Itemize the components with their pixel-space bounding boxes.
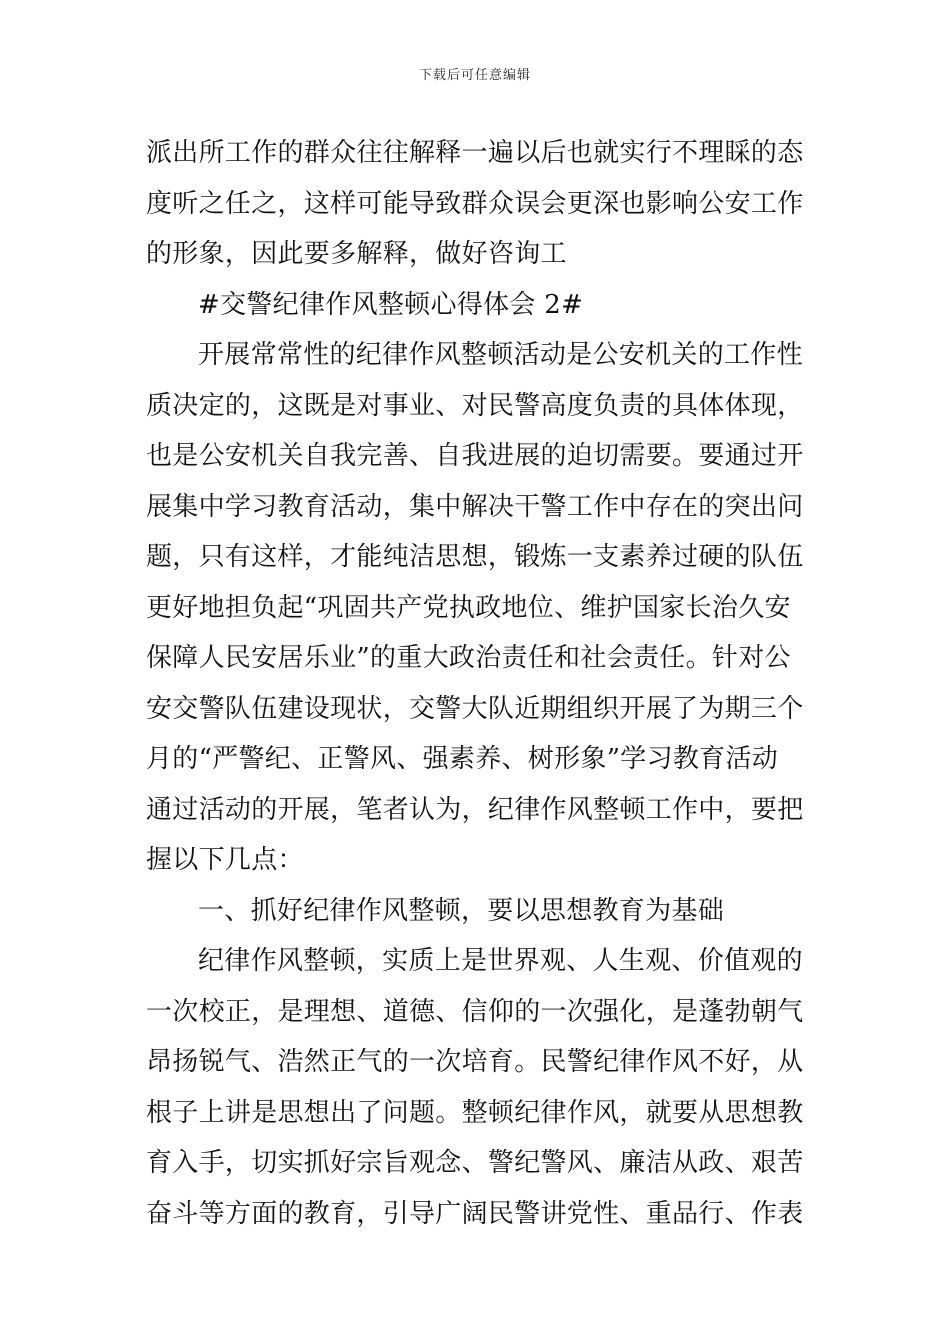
text-line: 质决定的，这既是对事业、对民警高度负责的具体体现，: [146, 390, 804, 421]
text-line: 安交警队伍建设现状，交警大队近期组织开展了为期三个: [146, 693, 804, 724]
text-line: 一、抓好纪律作风整顿，要以思想教育为基础: [198, 895, 725, 926]
text-line: 纪律作风整顿，实质上是世界观、人生观、价值观的: [198, 946, 803, 976]
text-line: 保障人民安居乐业”的重大政治责任和社会责任。针对公: [146, 643, 791, 673]
text-line: 育入手，切实抓好宗旨观念、警纪警风、廉洁从政、艰苦: [146, 1148, 804, 1178]
text-line: #交警纪律作风整顿心得体会 2#: [198, 289, 584, 320]
page-header: 下载后可任意编辑: [418, 68, 531, 83]
text-line: 更好地担负起“巩固共产党执政地位、维护国家长治久安: [146, 592, 791, 623]
text-line: 度听之任之，这样可能导致群众误会更深也影响公安工作: [146, 188, 804, 219]
text-line: 月的“严警纪、正警风、强素养、树形象”学习教育活动: [146, 744, 779, 774]
text-line: 展集中学习教育活动，集中解决干警工作中存在的突出问: [146, 491, 804, 522]
text-line: 题，只有这样，才能纯洁思想，锻炼一支素养过硬的队伍: [146, 542, 804, 572]
document-body: [146, 128, 810, 1239]
text-line: 奋斗等方面的教育，引导广阔民警讲党性、重品行、作表: [146, 1198, 804, 1229]
text-line: 的形象，因此要多解释，做好咨询工: [146, 239, 567, 269]
text-line: 昂扬锐气、浩然正气的一次培育。民警纪律作风不好，从: [146, 1047, 804, 1077]
text-line: 一次校正，是理想、道德、信仰的一次强化，是蓬勃朝气: [146, 996, 804, 1027]
text-line: 通过活动的开展，笔者认为，纪律作风整顿工作中，要把: [146, 794, 804, 825]
text-line: 握以下几点：: [146, 845, 304, 875]
text-line: 也是公安机关自我完善、自我进展的迫切需要。要通过开: [146, 441, 804, 471]
text-line: 派出所工作的群众往往解释一遍以后也就实行不理睬的态: [146, 138, 804, 168]
text-line: 开展常常性的纪律作风整顿活动是公安机关的工作性: [198, 340, 803, 370]
text-line: 根子上讲是思想出了问题。整顿纪律作风，就要从思想教: [146, 1097, 804, 1128]
